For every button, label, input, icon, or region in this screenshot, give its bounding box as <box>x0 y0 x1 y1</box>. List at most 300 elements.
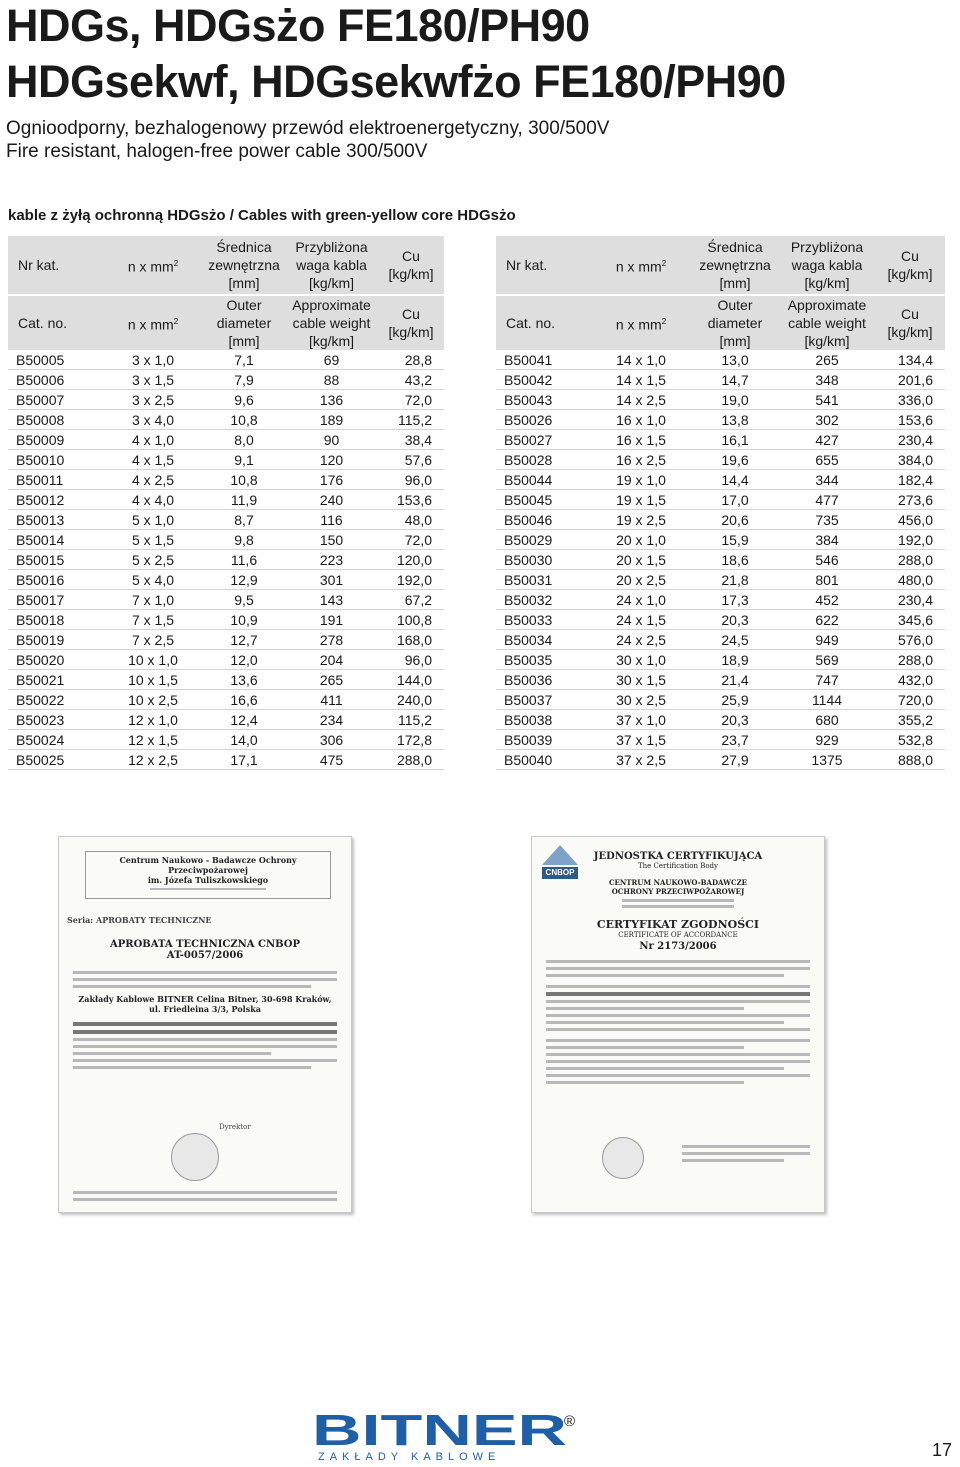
table-row <box>496 630 945 650</box>
cert-left-text-block <box>59 1022 351 1069</box>
header-weight-en: Approximate cable weight [kg/km] <box>285 295 378 350</box>
table-body-right <box>496 350 945 770</box>
size-cell: 37 x 1,5 <box>616 731 666 748</box>
diameter-cell: 8,0 <box>234 431 254 448</box>
diameter-cell: 10,8 <box>230 471 258 488</box>
weight-cell: 452 <box>815 591 839 608</box>
diameter-cell: 20,3 <box>721 711 749 728</box>
weight-cell: 680 <box>815 711 839 728</box>
cu-cell: 144,0 <box>396 671 432 688</box>
table-row <box>8 650 444 670</box>
header-diameter-pl: Średnica zewnętrzna [mm] <box>691 236 779 295</box>
weight-cell: 189 <box>319 411 344 428</box>
weight-cell: 411 <box>320 691 343 708</box>
table-row <box>8 690 444 710</box>
cat-no-cell: B50018 <box>16 611 65 628</box>
cat-no-cell: B50022 <box>16 691 65 708</box>
weight-cell: 546 <box>815 551 839 568</box>
subtitle-pl: Ognioodporny, bezhalogenowy przewód elektroenergetyczny, 300/500V <box>6 118 610 139</box>
table-row <box>496 570 945 590</box>
cert-right-unit-en: The Certification Body <box>638 862 718 870</box>
logo-tagline: ZAKŁADY KABLOWE <box>318 1451 501 1462</box>
seal-icon <box>171 1133 219 1181</box>
table-row <box>496 510 945 530</box>
diameter-cell: 14,7 <box>721 371 749 388</box>
size-cell: 3 x 1,0 <box>131 351 175 368</box>
diameter-cell: 18,6 <box>721 551 749 568</box>
diameter-cell: 13,6 <box>230 671 258 688</box>
size-cell: 20 x 1,5 <box>616 551 666 568</box>
cat-no-cell: B50011 <box>16 471 64 488</box>
diameter-cell: 10,9 <box>230 611 258 628</box>
table-row <box>496 590 945 610</box>
table-row <box>496 470 945 490</box>
diameter-cell: 17,0 <box>721 491 749 508</box>
weight-cell: 1144 <box>811 691 843 708</box>
size-cell: 24 x 2,5 <box>616 631 666 648</box>
weight-cell: 136 <box>319 391 344 408</box>
header-cu-en: Cu [kg/km] <box>875 295 945 350</box>
cert-left-letterhead <box>85 851 331 899</box>
table-row <box>8 630 444 650</box>
table-header-en <box>8 295 444 350</box>
cert-left-org2: im. Józefa Tuliszkowskiego <box>147 875 269 885</box>
cu-cell: 355,2 <box>897 711 933 728</box>
header-cu-pl: Cu [kg/km] <box>875 236 945 295</box>
cu-cell: 456,0 <box>897 511 933 528</box>
cat-no-cell: B50039 <box>504 731 553 748</box>
cert-left-title: APROBATA TECHNICZNA CNBOP <box>110 939 300 950</box>
diameter-cell: 19,0 <box>721 391 749 408</box>
weight-cell: 302 <box>815 411 839 428</box>
diameter-cell: 16,1 <box>721 431 749 448</box>
technical-approval-document <box>58 836 352 1213</box>
cat-no-cell: B50005 <box>16 351 65 368</box>
cu-cell: 384,0 <box>897 451 933 468</box>
cat-no-cell: B50045 <box>504 491 553 508</box>
diameter-cell: 20,3 <box>721 611 749 628</box>
weight-cell: 384 <box>815 531 839 548</box>
cat-no-cell: B50023 <box>16 711 65 728</box>
weight-cell: 475 <box>319 751 344 768</box>
size-cell: 12 x 1,5 <box>128 731 178 748</box>
weight-cell: 801 <box>815 571 839 588</box>
cu-cell: 48,0 <box>404 511 432 528</box>
size-cell: 14 x 1,0 <box>616 351 666 368</box>
cu-cell: 192,0 <box>897 531 933 548</box>
cu-cell: 288,0 <box>897 651 933 668</box>
cat-no-cell: B50026 <box>504 411 553 428</box>
cu-cell: 288,0 <box>396 751 432 768</box>
diameter-cell: 14,0 <box>230 731 258 748</box>
cu-cell: 720,0 <box>897 691 933 708</box>
weight-cell: 301 <box>319 571 344 588</box>
diameter-cell: 19,6 <box>721 451 749 468</box>
logo-name: BITNER <box>312 1410 567 1455</box>
cert-left-text-line <box>150 888 266 890</box>
size-cell: 30 x 1,0 <box>616 651 666 668</box>
cat-no-cell: B50042 <box>504 371 553 388</box>
weight-cell: 88 <box>323 371 340 388</box>
cert-left-number: AT-0057/2006 <box>166 950 244 961</box>
size-cell: 30 x 1,5 <box>616 671 666 688</box>
cat-no-cell: B50017 <box>16 591 65 608</box>
cert-right-title: CERTYFIKAT ZGODNOŚCI <box>596 918 760 931</box>
size-cell: 24 x 1,5 <box>616 611 666 628</box>
cu-cell: 72,0 <box>404 391 432 408</box>
weight-cell: 234 <box>319 711 344 728</box>
weight-cell: 949 <box>815 631 839 648</box>
header-size-en: n x $mm^2$ <box>591 295 691 350</box>
size-cell: 10 x 1,5 <box>128 671 178 688</box>
cat-no-cell: B50030 <box>504 551 553 568</box>
weight-cell: 265 <box>815 351 839 368</box>
cat-no-cell: B50008 <box>16 411 65 428</box>
cert-left-address: ul. Friedleina 3/3, Polska <box>149 1004 261 1014</box>
table-body-left <box>8 350 444 770</box>
cu-cell: 532,8 <box>897 731 933 748</box>
header-cu-en: Cu [kg/km] <box>378 295 444 350</box>
subtitle-en: Fire resistant, halogen-free power cable 300/500V <box>6 141 428 162</box>
size-cell: 7 x 1,5 <box>131 611 175 628</box>
cu-cell: 273,6 <box>897 491 933 508</box>
size-cell: 19 x 1,0 <box>616 471 666 488</box>
weight-cell: 116 <box>320 511 343 528</box>
table-row <box>8 670 444 690</box>
cat-no-cell: B50028 <box>504 451 553 468</box>
cu-cell: 172,8 <box>396 731 432 748</box>
cu-cell: 72,0 <box>404 531 432 548</box>
weight-cell: 278 <box>319 631 344 648</box>
cu-cell: 67,2 <box>404 591 432 608</box>
cat-no-cell: B50013 <box>16 511 65 528</box>
header-diameter-en: Outer diameter [mm] <box>691 295 779 350</box>
section-title: kable z żyłą ochronną HDGsżo / Cables with green-yellow core HDGsżo <box>8 207 516 224</box>
size-cell: 12 x 2,5 <box>128 751 178 768</box>
table-row <box>8 350 444 370</box>
cu-cell: 100,8 <box>396 611 432 628</box>
size-cell: 4 x 4,0 <box>131 491 175 508</box>
table-row <box>8 450 444 470</box>
weight-cell: 348 <box>815 371 839 388</box>
certificate-of-conformity <box>531 836 825 1213</box>
table-header-pl <box>8 236 444 295</box>
cu-cell: 576,0 <box>897 631 933 648</box>
size-cell: 5 x 2,5 <box>131 551 175 568</box>
header-size-pl: n x $mm^2$ <box>103 236 203 295</box>
table-row <box>496 670 945 690</box>
weight-cell: 747 <box>815 671 839 688</box>
cert-left-footer <box>59 1187 351 1205</box>
cat-no-cell: B50044 <box>504 471 553 488</box>
cat-no-cell: B50025 <box>16 751 65 768</box>
cat-no-cell: B50035 <box>504 651 553 668</box>
cat-no-cell: B50024 <box>16 731 65 748</box>
table-row <box>8 410 444 430</box>
cat-no-cell: B50038 <box>504 711 553 728</box>
cat-no-cell: B50009 <box>16 431 65 448</box>
table-row <box>496 430 945 450</box>
diameter-cell: 10,8 <box>230 411 258 428</box>
size-cell: 14 x 1,5 <box>616 371 666 388</box>
size-cell: 16 x 2,5 <box>616 451 666 468</box>
weight-cell: 1375 <box>811 751 843 768</box>
diameter-cell: 25,9 <box>721 691 749 708</box>
size-cell: 5 x 1,0 <box>131 511 175 528</box>
size-cell: 20 x 2,5 <box>616 571 666 588</box>
table-row <box>496 690 945 710</box>
header-size-en: n x $mm^2$ <box>103 295 203 350</box>
table-row <box>8 610 444 630</box>
cable-table-right <box>496 236 945 770</box>
cat-no-cell: B50012 <box>16 491 65 508</box>
weight-cell: 176 <box>319 471 344 488</box>
diameter-cell: 20,6 <box>721 511 749 528</box>
cu-cell: 28,8 <box>404 351 432 368</box>
size-cell: 12 x 1,0 <box>128 711 178 728</box>
cu-cell: 96,0 <box>404 651 432 668</box>
table-header-pl <box>496 236 945 295</box>
weight-cell: 929 <box>815 731 839 748</box>
cat-no-cell: B50041 <box>504 351 553 368</box>
size-cell: 20 x 1,0 <box>616 531 666 548</box>
table-row <box>496 410 945 430</box>
table-row <box>8 370 444 390</box>
table-row <box>8 430 444 450</box>
cert-right-title-en: CERTIFICATE OF ACCORDANCE <box>618 931 738 939</box>
cat-no-cell: B50021 <box>16 671 65 688</box>
table-row <box>8 510 444 530</box>
cu-cell: 168,0 <box>396 631 432 648</box>
table-row <box>8 530 444 550</box>
title-line-1: HDGs, HDGsżo FE180/PH90 <box>6 0 590 51</box>
size-cell: 37 x 2,5 <box>616 751 666 768</box>
diameter-cell: 11,6 <box>230 551 258 568</box>
weight-cell: 150 <box>319 531 344 548</box>
cu-cell: 96,0 <box>404 471 432 488</box>
table-row <box>496 530 945 550</box>
table-row <box>496 650 945 670</box>
header-weight-pl: Przybliżona waga kabla [kg/km] <box>285 236 378 295</box>
diameter-cell: 12,9 <box>230 571 258 588</box>
cnbop-logo-text: CNBOP <box>545 868 575 877</box>
header-weight-en: Approximate cable weight [kg/km] <box>779 295 875 350</box>
size-cell: 3 x 2,5 <box>131 391 175 408</box>
table-header-en <box>496 295 945 350</box>
weight-cell: 344 <box>815 471 839 488</box>
cat-no-cell: B50027 <box>504 431 553 448</box>
logo-registered-mark: ® <box>564 1413 576 1430</box>
size-cell: 4 x 1,5 <box>131 451 175 468</box>
table-row <box>8 750 444 770</box>
cable-table-left <box>8 236 444 770</box>
cu-cell: 57,6 <box>404 451 432 468</box>
cat-no-cell: B50040 <box>504 751 553 768</box>
cnbop-logo-icon <box>538 843 582 883</box>
weight-cell: 204 <box>319 651 344 668</box>
diameter-cell: 13,8 <box>721 411 749 428</box>
cat-no-cell: B50015 <box>16 551 65 568</box>
diameter-cell: 15,9 <box>721 531 749 548</box>
cat-no-cell: B50007 <box>16 391 65 408</box>
diameter-cell: 7,9 <box>234 371 254 388</box>
weight-cell: 191 <box>319 611 344 628</box>
bitner-logo-icon <box>312 1410 580 1462</box>
diameter-cell: 12,4 <box>230 711 258 728</box>
cu-cell: 201,6 <box>897 371 933 388</box>
size-cell: 16 x 1,0 <box>616 411 666 428</box>
cat-no-cell: B50036 <box>504 671 553 688</box>
table-row <box>8 570 444 590</box>
cert-right-org: CENTRUM NAUKOWO-BADAWCZE OCHRONY PRZECIWPOŻAROWEJ <box>608 878 748 896</box>
cert-right-number: Nr 2173/2006 <box>639 941 717 952</box>
header-diameter-pl: Średnica zewnętrzna [mm] <box>203 236 285 295</box>
table-row <box>496 750 945 770</box>
cat-no-cell: B50020 <box>16 651 65 668</box>
weight-cell: 265 <box>319 671 344 688</box>
table-row <box>8 730 444 750</box>
cu-cell: 230,4 <box>897 591 933 608</box>
table-row <box>8 470 444 490</box>
weight-cell: 427 <box>815 431 839 448</box>
table-row <box>8 390 444 410</box>
diameter-cell: 8,7 <box>234 511 254 528</box>
cat-no-cell: B50031 <box>504 571 553 588</box>
cat-no-cell: B50046 <box>504 511 553 528</box>
table-row <box>496 370 945 390</box>
cu-cell: 230,4 <box>897 431 933 448</box>
table-row <box>8 710 444 730</box>
header-cat-en: Cat. no. <box>496 295 591 350</box>
cu-cell: 115,2 <box>398 711 432 728</box>
cu-cell: 115,2 <box>398 411 432 428</box>
diameter-cell: 12,7 <box>230 631 258 648</box>
cert-left-company: Zakłady Kablowe BITNER Celina Bitner, 30-698 Kraków, <box>78 994 332 1004</box>
table-row <box>496 610 945 630</box>
size-cell: 3 x 1,5 <box>131 371 175 388</box>
cu-cell: 38,4 <box>404 431 432 448</box>
diameter-cell: 9,8 <box>234 531 254 548</box>
cat-no-cell: B50034 <box>504 631 553 648</box>
table-row <box>496 350 945 370</box>
header-cu-pl: Cu [kg/km] <box>378 236 444 295</box>
cat-no-cell: B50037 <box>504 691 553 708</box>
cu-cell: 240,0 <box>396 691 432 708</box>
size-cell: 14 x 2,5 <box>616 391 666 408</box>
header-diameter-en: Outer diameter [mm] <box>203 295 285 350</box>
table-row <box>8 590 444 610</box>
header-cat-pl: Nr kat. <box>496 236 591 295</box>
size-cell: 19 x 2,5 <box>616 511 666 528</box>
cat-no-cell: B50014 <box>16 531 65 548</box>
diameter-cell: 9,1 <box>234 451 254 468</box>
diameter-cell: 7,1 <box>234 351 254 368</box>
size-cell: 19 x 1,5 <box>616 491 666 508</box>
diameter-cell: 23,7 <box>721 731 749 748</box>
weight-cell: 541 <box>815 391 839 408</box>
cu-cell: 153,6 <box>396 491 432 508</box>
weight-cell: 143 <box>319 591 344 608</box>
weight-cell: 306 <box>319 731 344 748</box>
table-row <box>8 490 444 510</box>
diameter-cell: 14,4 <box>721 471 749 488</box>
weight-cell: 569 <box>815 651 839 668</box>
weight-cell: 477 <box>815 491 839 508</box>
weight-cell: 622 <box>815 611 839 628</box>
cu-cell: 480,0 <box>897 571 933 588</box>
diameter-cell: 13,0 <box>721 351 749 368</box>
diameter-cell: 12,0 <box>230 651 258 668</box>
size-cell: 5 x 4,0 <box>131 571 175 588</box>
table-row <box>496 550 945 570</box>
size-cell: 5 x 1,5 <box>131 531 175 548</box>
weight-cell: 69 <box>323 351 340 368</box>
weight-cell: 655 <box>815 451 839 468</box>
diameter-cell: 24,5 <box>721 631 749 648</box>
weight-cell: 120 <box>319 451 344 468</box>
diameter-cell: 21,8 <box>721 571 749 588</box>
cu-cell: 182,4 <box>897 471 933 488</box>
table-row <box>496 450 945 470</box>
table-row <box>496 490 945 510</box>
size-cell: 7 x 1,0 <box>131 591 175 608</box>
size-cell: 10 x 2,5 <box>128 691 178 708</box>
diameter-cell: 21,4 <box>721 671 749 688</box>
size-cell: 16 x 1,5 <box>616 431 666 448</box>
cu-cell: 288,0 <box>897 551 933 568</box>
size-cell: 24 x 1,0 <box>616 591 666 608</box>
cert-right-unit: JEDNOSTKA CERTYFIKUJĄCA <box>593 851 763 862</box>
cert-right-signatures <box>532 1141 824 1166</box>
size-cell: 30 x 2,5 <box>616 691 666 708</box>
size-cell: 4 x 1,0 <box>131 431 175 448</box>
cu-cell: 432,0 <box>897 671 933 688</box>
cat-no-cell: B50032 <box>504 591 553 608</box>
cat-no-cell: B50019 <box>16 631 65 648</box>
weight-cell: 735 <box>815 511 839 528</box>
size-cell: 10 x 1,0 <box>128 651 178 668</box>
cat-no-cell: B50006 <box>16 371 65 388</box>
size-cell: 37 x 1,0 <box>616 711 666 728</box>
cu-cell: 120,0 <box>396 551 432 568</box>
weight-cell: 240 <box>319 491 344 508</box>
weight-cell: 223 <box>319 551 344 568</box>
weight-cell: 90 <box>323 431 340 448</box>
diameter-cell: 9,6 <box>234 391 254 408</box>
diameter-cell: 17,3 <box>721 591 749 608</box>
table-row <box>496 710 945 730</box>
cu-cell: 345,6 <box>897 611 933 628</box>
size-cell: 7 x 2,5 <box>131 631 175 648</box>
cert-left-org: Centrum Naukowo - Badawcze Ochrony Przeciwpożarowej <box>119 855 297 875</box>
diameter-cell: 27,9 <box>721 751 749 768</box>
bitner-logo <box>312 1410 580 1462</box>
title-line-2: HDGsekwf, HDGsekwfżo FE180/PH90 <box>6 56 786 107</box>
header-weight-pl: Przybliżona waga kabla [kg/km] <box>779 236 875 295</box>
diameter-cell: 16,6 <box>230 691 258 708</box>
cu-cell: 888,0 <box>897 751 933 768</box>
cert-left-signer: Dyrektor <box>219 1123 251 1131</box>
header-cat-pl: Nr kat. <box>8 236 103 295</box>
table-row <box>496 390 945 410</box>
cat-no-cell: B50029 <box>504 531 553 548</box>
size-cell: 3 x 4,0 <box>131 411 175 428</box>
cat-no-cell: B50033 <box>504 611 553 628</box>
diameter-cell: 9,5 <box>234 591 254 608</box>
diameter-cell: 11,9 <box>230 491 258 508</box>
table-row <box>496 730 945 750</box>
cu-cell: 336,0 <box>897 391 933 408</box>
